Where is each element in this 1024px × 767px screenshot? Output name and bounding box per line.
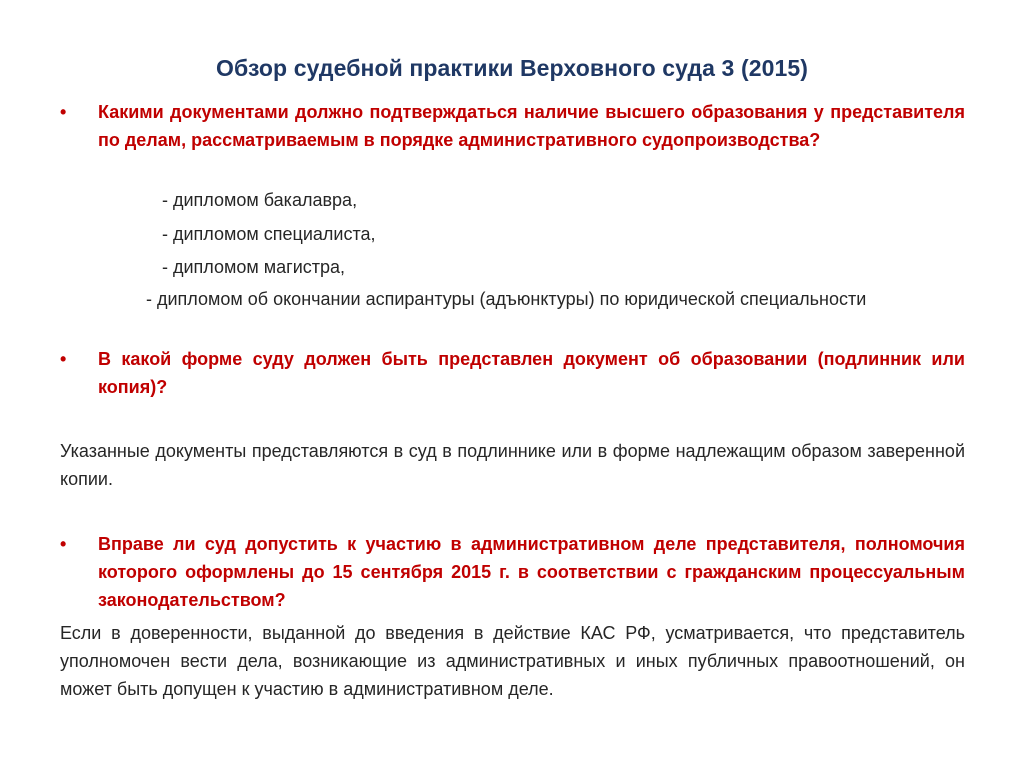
question-2-text: В какой форме суду должен быть представлен документ об образовании (подлинник или копия)? [98, 349, 965, 397]
bullet-icon: • [60, 534, 67, 554]
diploma-item-postgraduate: - дипломом об окончании аспирантуры (адъюнктуры) по юридической специальности [146, 289, 867, 309]
question-1 [60, 98, 965, 154]
answer-2: Если в доверенности, выданной до введения в действие КАС РФ, усматривается, что представитель уполномочен вести дела, возникающие из административных и иных публичных правоотношений, он может быть допущен к участию в административном деле. [60, 623, 965, 699]
question-3-text: Вправе ли суд допустить к участию в административном деле представителя, полномочия которого оформлены до 15 сентября 2015 г. в соответствии с гражданским процессуальным законодательством? [98, 534, 965, 610]
bullet-icon: • [60, 349, 67, 369]
answer-1: Указанные документы представляются в суд в подлиннике или в форме надлежащим образом заверенной копии. [60, 441, 965, 489]
diploma-item-bachelor: - дипломом бакалавра, [162, 190, 358, 210]
page-title: Обзор судебной практики Верховного суда 3 (2015) [215, 55, 809, 81]
question-3 [60, 530, 965, 614]
diploma-item-master: - дипломом магистра, [162, 257, 346, 277]
question-1-text: Какими документами должно подтверждаться наличие высшего образования у представителя по делам, рассматриваемым в порядке административного судопроизводства? [98, 102, 965, 150]
diploma-item-specialist: - дипломом специалиста, [162, 224, 376, 244]
question-2 [60, 345, 965, 401]
bullet-icon: • [60, 102, 67, 122]
